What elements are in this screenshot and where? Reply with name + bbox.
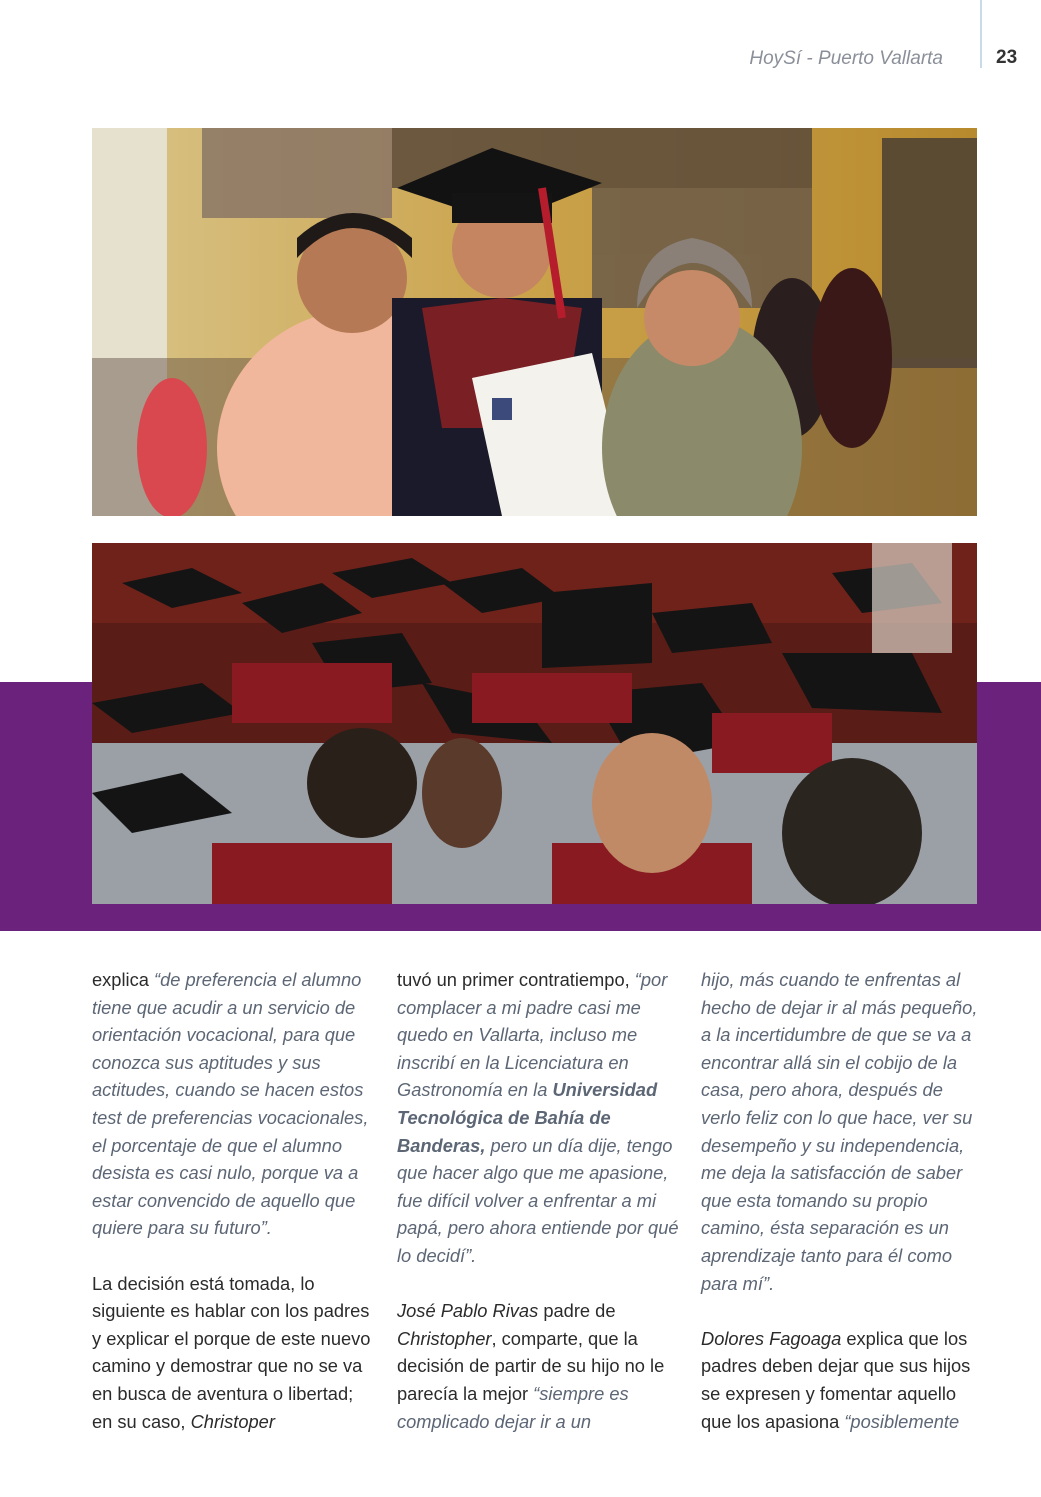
page-number: 23 <box>996 47 1018 68</box>
header-divider <box>980 0 982 68</box>
paragraph <box>92 966 374 1242</box>
name-text: José Pablo Rivas <box>397 1300 539 1322</box>
graduates-in-auditorium-photo <box>92 543 977 904</box>
name-text: Dolores Fagoaga <box>701 1327 842 1349</box>
quote-text: hijo, más cuando te enfrentas al hecho de dejar ir al más pequeño, a la incertidumbre de que se va a encontrar allá sin el cobijo de la casa, pero ahora, después de verlo feliz con lo que hace, ver su desempeño y su independencia, me deja la satisfacción de saber que esta tomando su propio camino, ésta separación es un aprendizaje tanto para él como para mí”. <box>701 969 978 1294</box>
paragraph <box>701 966 983 1297</box>
quote-text: “siempre es complicado dejar ir a un <box>397 1382 629 1432</box>
quote-text: “de preferencia el alumno tiene que acudir a un servicio de orientación vocacional, para que conozca sus aptitudes y sus actitudes, cuando se hacen estos test de preferencias vocacionales, el porcentaje de que el alumno desista es casi nulo, porque va a estar convencido de aquello que quiere para su futuro”. <box>92 969 369 1239</box>
graduate-with-parents-photo <box>92 128 977 516</box>
body-text: padre de <box>538 1300 616 1322</box>
publication-title: HoySí - Puerto Vallarta <box>749 48 943 69</box>
paragraph <box>92 1270 374 1436</box>
text-column-2 <box>397 966 679 1463</box>
body-text: , comparte, que la decisión de partir de su hijo no le parecía la mejor <box>397 1327 665 1404</box>
body-text: La decisión está tomada, lo siguiente es hablar con los padres y explicar el porque de este nuevo camino y demostrar que no se va en busca de aventura o libertad; en su caso, <box>92 1272 371 1432</box>
body-text: tuvó un primer contratiempo, <box>397 969 635 990</box>
quote-text: “por complacer a mi padre casi me quedo en Vallarta, incluso me inscribí en la Licenciatura en Gastronomía en la <box>397 969 668 1101</box>
paragraph <box>397 966 679 1270</box>
body-text: explica que los padres deben dejar que sus hijos se expresen y fomentar aquello que los apasiona <box>701 1327 971 1432</box>
name-text: Christopher <box>397 1327 492 1349</box>
name-text: Christoper <box>190 1410 275 1432</box>
quote-text: pero un día dije, tengo que hacer algo que me apasione, fue difícil volver a enfrentar a mi papá, pero ahora entiende por qué lo decidí”. <box>397 1134 679 1266</box>
text-column-1 <box>92 966 374 1463</box>
body-text: explica <box>92 969 154 990</box>
institution-name: Universidad Tecnológica de Bahía de Banderas, <box>397 1079 658 1156</box>
text-column-3 <box>701 966 983 1463</box>
paragraph <box>701 1325 983 1435</box>
quote-text: “posiblemente <box>844 1410 960 1432</box>
paragraph <box>397 1297 679 1435</box>
